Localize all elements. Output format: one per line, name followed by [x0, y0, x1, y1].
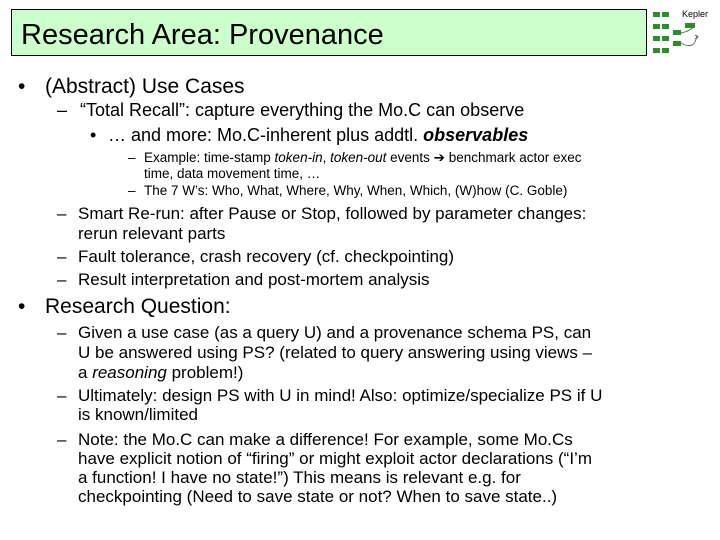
- dash: –: [57, 204, 67, 223]
- question-1-line-3: a reasoning problem!): [78, 363, 244, 382]
- and-more-text: … and more: Mo.C-inherent plus addtl. observables: [108, 125, 529, 145]
- question-2-line-1: Ultimately: design PS with U in mind! Also: optimize/specialize PS if U: [78, 386, 603, 405]
- question-3-line-3: a function! I have no state!”) This means is relevant e.g. for: [78, 468, 521, 487]
- question-3-line-4: checkpointing (Need to save state or not? When to save state..): [78, 487, 558, 506]
- right-arrow-icon: ➔: [433, 150, 445, 165]
- question-2-line-2: is known/limited: [78, 405, 198, 424]
- total-recall-text: “Total Recall”: capture everything the Mo.C can observe: [80, 100, 525, 120]
- dash: –: [57, 323, 67, 342]
- dash: –: [57, 100, 68, 120]
- use-cases-heading: (Abstract) Use Cases: [45, 75, 245, 98]
- result-interpretation-text: Result interpretation and post-mortem analysis: [78, 270, 430, 289]
- smart-rerun-text-cont: rerun relevant parts: [78, 224, 226, 243]
- logo-text: Kepler: [682, 9, 709, 19]
- dash: –: [128, 150, 136, 165]
- research-question-heading: Research Question:: [45, 295, 231, 318]
- sub-bullet-dot: •: [90, 125, 97, 145]
- example-text-cont: time, data movement time, …: [144, 166, 321, 181]
- dash: –: [128, 183, 136, 198]
- example-text: Example: time-stamp token-in, token-out events ➔ benchmark actor exec: [144, 150, 582, 165]
- dash: –: [57, 430, 67, 449]
- dash: –: [57, 386, 67, 405]
- bullet-dot: •: [18, 75, 26, 98]
- question-1-line-1: Given a use case (as a query U) and a provenance schema PS, can: [78, 323, 592, 342]
- slide-title: Research Area: Provenance: [21, 19, 384, 51]
- question-3-line-1: Note: the Mo.C can make a difference! For example, some Mo.Cs: [78, 430, 573, 449]
- dash: –: [57, 270, 67, 289]
- question-3-line-2: have explicit notion of “firing” or might exploit actor declarations (“I’m: [78, 449, 592, 468]
- question-1-line-2: U be answered using PS? (related to query answering using views –: [78, 343, 593, 362]
- title-bar: [11, 9, 647, 56]
- smart-rerun-text: Smart Re-run: after Pause or Stop, followed by parameter changes:: [78, 204, 587, 223]
- dash: –: [57, 247, 67, 266]
- seven-ws-text: The 7 W’s: Who, What, Where, Why, When, Which, (W)how (C. Goble): [144, 183, 568, 198]
- fault-tolerance-text: Fault tolerance, crash recovery (cf. checkpointing): [78, 247, 455, 266]
- bullet-dot: •: [18, 295, 26, 318]
